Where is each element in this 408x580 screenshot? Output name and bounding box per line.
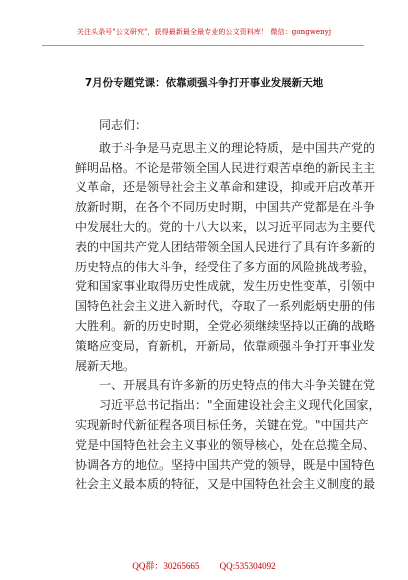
paragraph-line: 国特色社会主义进入新时代，夺取了一系列彪炳史册的伟 <box>75 299 376 314</box>
paragraph-line: 党和国家事业取得历史性成就，发生历史性变革，引领中 <box>75 279 376 294</box>
footer-qq-group: QQ群：30265665 <box>132 561 200 571</box>
paragraph-line: 鲜明品格。不论是带领全国人民进行艰苦卓绝的新民主主 <box>75 160 376 175</box>
paragraph-line: 实现新时代新征程各项目标任务，关键在党。"中国共产 <box>75 417 369 432</box>
paragraph-line: 社会主义最本质的特征，又是中国特色社会主义制度的最 <box>75 477 376 492</box>
header-banner: 关注头条号"公文研究"，获得最新最全最专业的公文资料库！ 微信：gongwenyj <box>76 28 332 36</box>
header-rule <box>42 45 364 46</box>
paragraph-line: 敢于斗争是马克思主义的理论特质，是中国共产党的 <box>99 140 376 155</box>
document-title: 7月份专题党课：依靠顽强斗争打开事业发展新天地 <box>84 77 324 89</box>
paragraph-line: 表的中国共产党人团结带领全国人民进行了具有许多新的 <box>75 239 376 254</box>
paragraph-line: 展新天地。 <box>75 358 136 373</box>
greeting: 同志们： <box>99 118 148 132</box>
footer-contact <box>0 559 408 572</box>
paragraph-line: 历史特点的伟大斗争，经受住了多方面的风险挑战考验， <box>75 259 376 274</box>
paragraph-line: 中发展壮大的。党的十八大以来，以习近平同志为主要代 <box>75 219 376 234</box>
section-heading: 一、开展具有许多新的历史特点的伟大斗争关键在党 <box>99 378 376 393</box>
paragraph-line: 放新时期，在各个不同历史时期，中国共产党都是在斗争 <box>75 200 376 215</box>
paragraph-line: 协调各方的地位。坚持中国共产党的领导，既是中国特色 <box>75 457 376 472</box>
paragraph-line: 策略应变局，育新机，开新局，依靠顽强斗争打开事业发 <box>75 338 376 353</box>
paragraph-line: 党是中国特色社会主义事业的领导核心，处在总揽全局、 <box>75 437 376 452</box>
document-body <box>75 116 381 495</box>
paragraph-line: 义革命，还是领导社会主义革命和建设，抑或开启改革开 <box>75 180 376 195</box>
footer-qq-number: QQ:535304092 <box>219 561 276 571</box>
paragraph-line: 大胜利。新的历史时期，全党必须继续坚持以正确的战略 <box>75 318 376 333</box>
paragraph-line: 习近平总书记指出："全面建设社会主义现代化国家， <box>99 398 381 413</box>
